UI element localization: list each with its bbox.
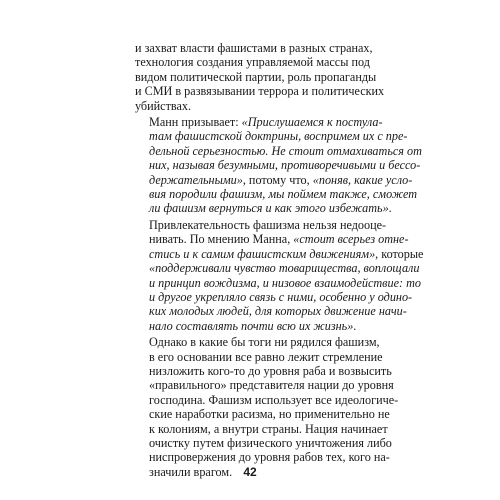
text-line: [135, 392, 399, 407]
text-run: , потому что,: [242, 172, 313, 187]
italic-text: стись и к самим фашистским движениям»: [149, 246, 376, 261]
text-line: [135, 349, 383, 364]
text-line: [135, 421, 388, 436]
italic-text: там фашистской доктрины, воспримем их с пре-: [149, 129, 408, 144]
text-run: ниспровержения до уровня рабов тех, кого на-: [149, 450, 390, 465]
text-line: [135, 129, 408, 144]
text-run: Привлекательность фашизма нельзя недооце-: [149, 217, 387, 232]
text-line: [135, 84, 385, 99]
italic-text: дельной серьезностью. Не стоит отмахиваться от: [149, 143, 422, 158]
text-run: видом политической партии, роль пропаганды: [135, 69, 377, 84]
text-line: [135, 55, 370, 69]
text-line: [135, 304, 407, 319]
page-body: [135, 41, 424, 479]
text-run: господина. Фашизм использует все идеологиче-: [149, 392, 399, 407]
text-line: [135, 69, 377, 84]
text-run: низложить кого-то до уровня раба и возвысить: [149, 363, 392, 378]
paragraph: [135, 41, 385, 113]
text-line: [135, 232, 409, 247]
italic-text: ких молодых людей, для которых движение начи-: [149, 304, 407, 319]
text-run: значили врагом.: [149, 464, 233, 479]
italic-text: «Прислушаемся к постула-: [241, 115, 383, 130]
text-run: в его основании все равно лежит стремление: [149, 349, 383, 364]
text-line: [135, 99, 370, 113]
italic-text: них, называя безумными, противоречивыми и бессо-: [149, 158, 421, 173]
text-line: [135, 363, 392, 378]
text-line: [135, 378, 394, 393]
text-run: .: [353, 318, 357, 333]
paragraph: [135, 217, 424, 333]
text-run: и захват власти фашистами в разных странах,: [135, 41, 373, 55]
text-run: «правильного» представителя нации до уровня: [149, 378, 394, 393]
text-run: очистку путем физического уничтожения либо: [149, 435, 392, 450]
text-run: Манн призывает:: [149, 115, 242, 130]
text-line: [135, 261, 420, 276]
text-line: [135, 335, 380, 350]
italic-text: держательными»: [149, 172, 243, 187]
text-run: и СМИ в развязывании террора и политических: [135, 84, 385, 99]
italic-text: «поддерживали чувство товарищества, воплощали: [149, 261, 420, 276]
text-run: .: [388, 201, 392, 216]
italic-text: ли фашизм вернуться и как этого избежать»: [149, 201, 389, 216]
text-run: , которые: [375, 246, 424, 261]
paragraph: [135, 335, 399, 479]
text-line: [135, 319, 370, 333]
text-line: [135, 275, 421, 290]
text-run: к колониям, а внутри страны. Нация начинает: [149, 421, 388, 436]
text-line: [135, 201, 392, 216]
italic-text: «поняв, какие усло-: [312, 172, 413, 187]
text-line: [135, 407, 390, 422]
text-line: [135, 115, 383, 130]
text-line: [135, 450, 390, 465]
text-line: [135, 435, 392, 450]
italic-text: и другое укрепляло связь с ними, особенно у одино-: [149, 289, 413, 304]
text-line: [135, 246, 424, 261]
text-line: [135, 172, 413, 187]
italic-text: и принцип вождизма, и низовое взаимодействие: то: [149, 275, 421, 290]
text-run: ские наработки расизма, но применительно не: [149, 407, 390, 422]
text-run: убийствах.: [135, 98, 192, 113]
italic-text: «стоит всерьез отне-: [293, 232, 409, 247]
italic-text: нало составлять почти всю их жизнь»: [149, 318, 354, 333]
text-line: [135, 187, 418, 202]
text-line: [135, 158, 421, 173]
text-line: [135, 289, 413, 304]
text-run: технология создания управляемой массы под: [135, 55, 370, 70]
page-number: 42: [243, 465, 257, 479]
text-line: [135, 41, 373, 55]
text-line: [135, 143, 422, 158]
italic-text: вия породили фашизм, мы поймем также, сможет: [149, 187, 418, 202]
paragraph: [135, 115, 422, 216]
text-line: [135, 217, 387, 232]
text-run: нивать. По мнению Манна,: [149, 232, 294, 247]
text-run: Однако в какие бы тоги ни рядился фашизм,: [149, 335, 380, 350]
